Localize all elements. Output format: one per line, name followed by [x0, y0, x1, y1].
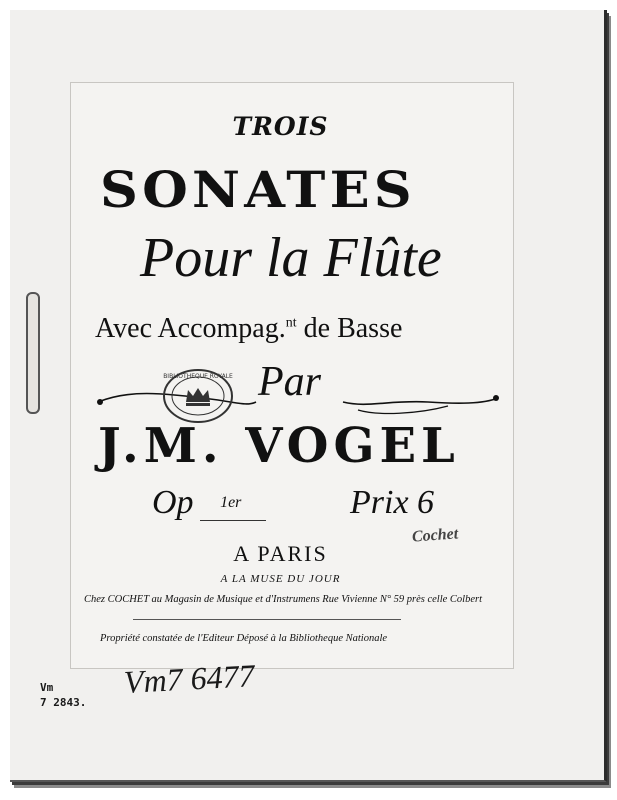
- opus-underline: [200, 520, 266, 521]
- library-stamp: [160, 366, 236, 426]
- opus-number: 1er: [220, 494, 242, 511]
- call-number: Vm 7 2843.: [40, 681, 87, 709]
- par-label: Par: [258, 359, 321, 405]
- publisher-city: A PARIS: [233, 541, 328, 566]
- binding-loop: [26, 292, 40, 414]
- handwritten-shelf-mark: Vm7 6477: [123, 657, 256, 700]
- composer-name: J.M. VOGEL: [98, 418, 460, 474]
- price-label: Prix 6: [350, 484, 435, 521]
- publisher-address: Chez COCHET au Magasin de Musique et d'Instrumens Rue Vivienne N° 59 près celle Colbert: [84, 594, 483, 605]
- title-trois: TROIS: [232, 112, 329, 141]
- stamp-label: BIBLIOTHEQUE ROYALE: [163, 373, 233, 380]
- divider-rule: [133, 619, 401, 620]
- publisher-signature: Cochet: [411, 525, 459, 546]
- title-sonates: SONATES: [100, 160, 416, 219]
- crown-icon: [186, 388, 210, 406]
- opus-label: Op 1er: [152, 484, 242, 521]
- title-pour-la-flute: Pour la Flûte: [140, 227, 442, 289]
- publisher-sign: A LA MUSE DU JOUR: [220, 573, 341, 585]
- accompaniment-line: Avec Accompag.$^{nt}$ de Basse: [95, 313, 403, 344]
- legal-notice: Propriété constatée de l'Editeur Déposé à la Bibliotheque Nationale: [100, 633, 388, 644]
